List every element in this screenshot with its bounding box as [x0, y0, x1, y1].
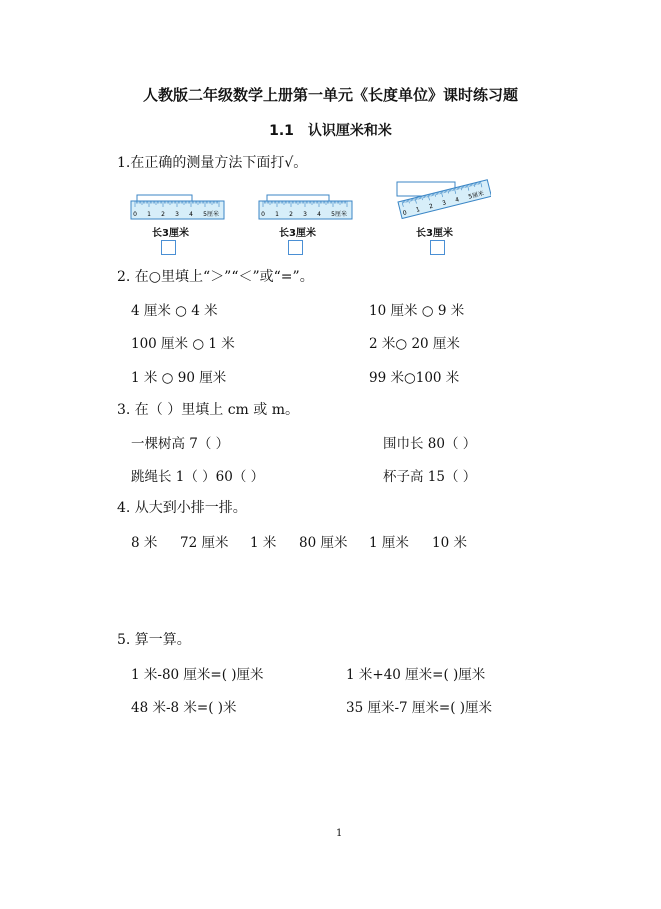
ruler-number: 1	[415, 206, 421, 214]
ruler-unit: 厘米	[471, 190, 485, 200]
ruler-number: 3	[441, 199, 447, 208]
q5-item-2a: 48 米-8 米=( )米	[131, 700, 237, 716]
ruler-figure-3	[395, 176, 491, 222]
q2-item-3a: 1 米 ○ 90 厘米	[131, 370, 227, 386]
ruler-unit: 厘米	[335, 211, 348, 218]
q3-item-2a: 跳绳长 1（ ）60（ ）	[131, 469, 265, 485]
ruler-number: 2	[289, 211, 293, 218]
ruler-number: 3	[175, 211, 179, 218]
ruler-number: 0	[261, 211, 265, 218]
q4-item: 8 米	[131, 535, 158, 551]
ruler-number: 1	[147, 211, 151, 218]
q5-item-1a: 1 米-80 厘米=( )厘米	[131, 667, 264, 683]
q5-prompt: 5. 算一算。	[117, 632, 191, 648]
ruler-number: 5	[203, 211, 207, 218]
caption-2: 长3厘米	[279, 228, 316, 239]
q2-item-3b: 99 米○100 米	[369, 370, 460, 386]
q5-item-2b: 35 厘米-7 厘米=( )厘米	[346, 700, 493, 716]
ruler-number: 1	[275, 211, 279, 218]
ruler-figure-2	[258, 194, 354, 222]
q3-item-2b: 杯子高 15（ ）	[383, 469, 477, 485]
ruler-number: 4	[454, 196, 461, 204]
q3-item-1a: 一棵树高 7（ ）	[131, 436, 230, 452]
q2-item-2b: 2 米○ 20 厘米	[369, 336, 460, 352]
q3-prompt: 3. 在（ ）里填上 cm 或 m。	[117, 402, 299, 418]
q2-item-2a: 100 厘米 ○ 1 米	[131, 336, 235, 352]
caption-1: 长3厘米	[152, 228, 189, 239]
q2-item-1b: 10 厘米 ○ 9 米	[369, 303, 465, 319]
q4-prompt: 4. 从大到小排一排。	[117, 500, 247, 516]
ruler-figure-1	[130, 194, 226, 222]
page-number: 1	[336, 828, 343, 839]
page-title: 人教版二年级数学上册第一单元《长度单位》课时练习题	[142, 86, 518, 104]
ruler-unit: 厘米	[207, 211, 220, 218]
ruler-number: 5	[331, 211, 335, 218]
caption-3: 长3厘米	[416, 228, 453, 239]
ruler-number: 0	[133, 211, 137, 218]
q1-prompt: 1.在正确的测量方法下面打√。	[117, 155, 308, 171]
ruler-number: 0	[402, 209, 408, 218]
q2-item-1a: 4 厘米 ○ 4 米	[131, 303, 218, 319]
q4-item: 72 厘米	[180, 535, 229, 551]
q4-item: 80 厘米	[299, 535, 348, 551]
ruler-number: 4	[317, 211, 321, 218]
ruler-number: 4	[189, 211, 193, 218]
answer-box-2[interactable]	[288, 240, 303, 255]
q2-prompt: 2. 在○里填上“＞”“＜”或“=”。	[117, 269, 314, 285]
section-subtitle: 1.1 认识厘米和米	[269, 123, 392, 139]
q5-item-1b: 1 米+40 厘米=( )厘米	[346, 667, 486, 683]
q4-item: 1 厘米	[369, 535, 409, 551]
answer-box-3[interactable]	[430, 240, 445, 255]
q4-item: 10 米	[432, 535, 467, 551]
q3-item-1b: 围巾长 80（ ）	[383, 436, 477, 452]
ruler-number: 3	[303, 211, 307, 218]
answer-box-1[interactable]	[161, 240, 176, 255]
ruler-number: 5	[467, 192, 474, 201]
q4-item: 1 米	[250, 535, 277, 551]
ruler-number: 2	[161, 211, 165, 218]
ruler-number: 2	[428, 202, 434, 211]
